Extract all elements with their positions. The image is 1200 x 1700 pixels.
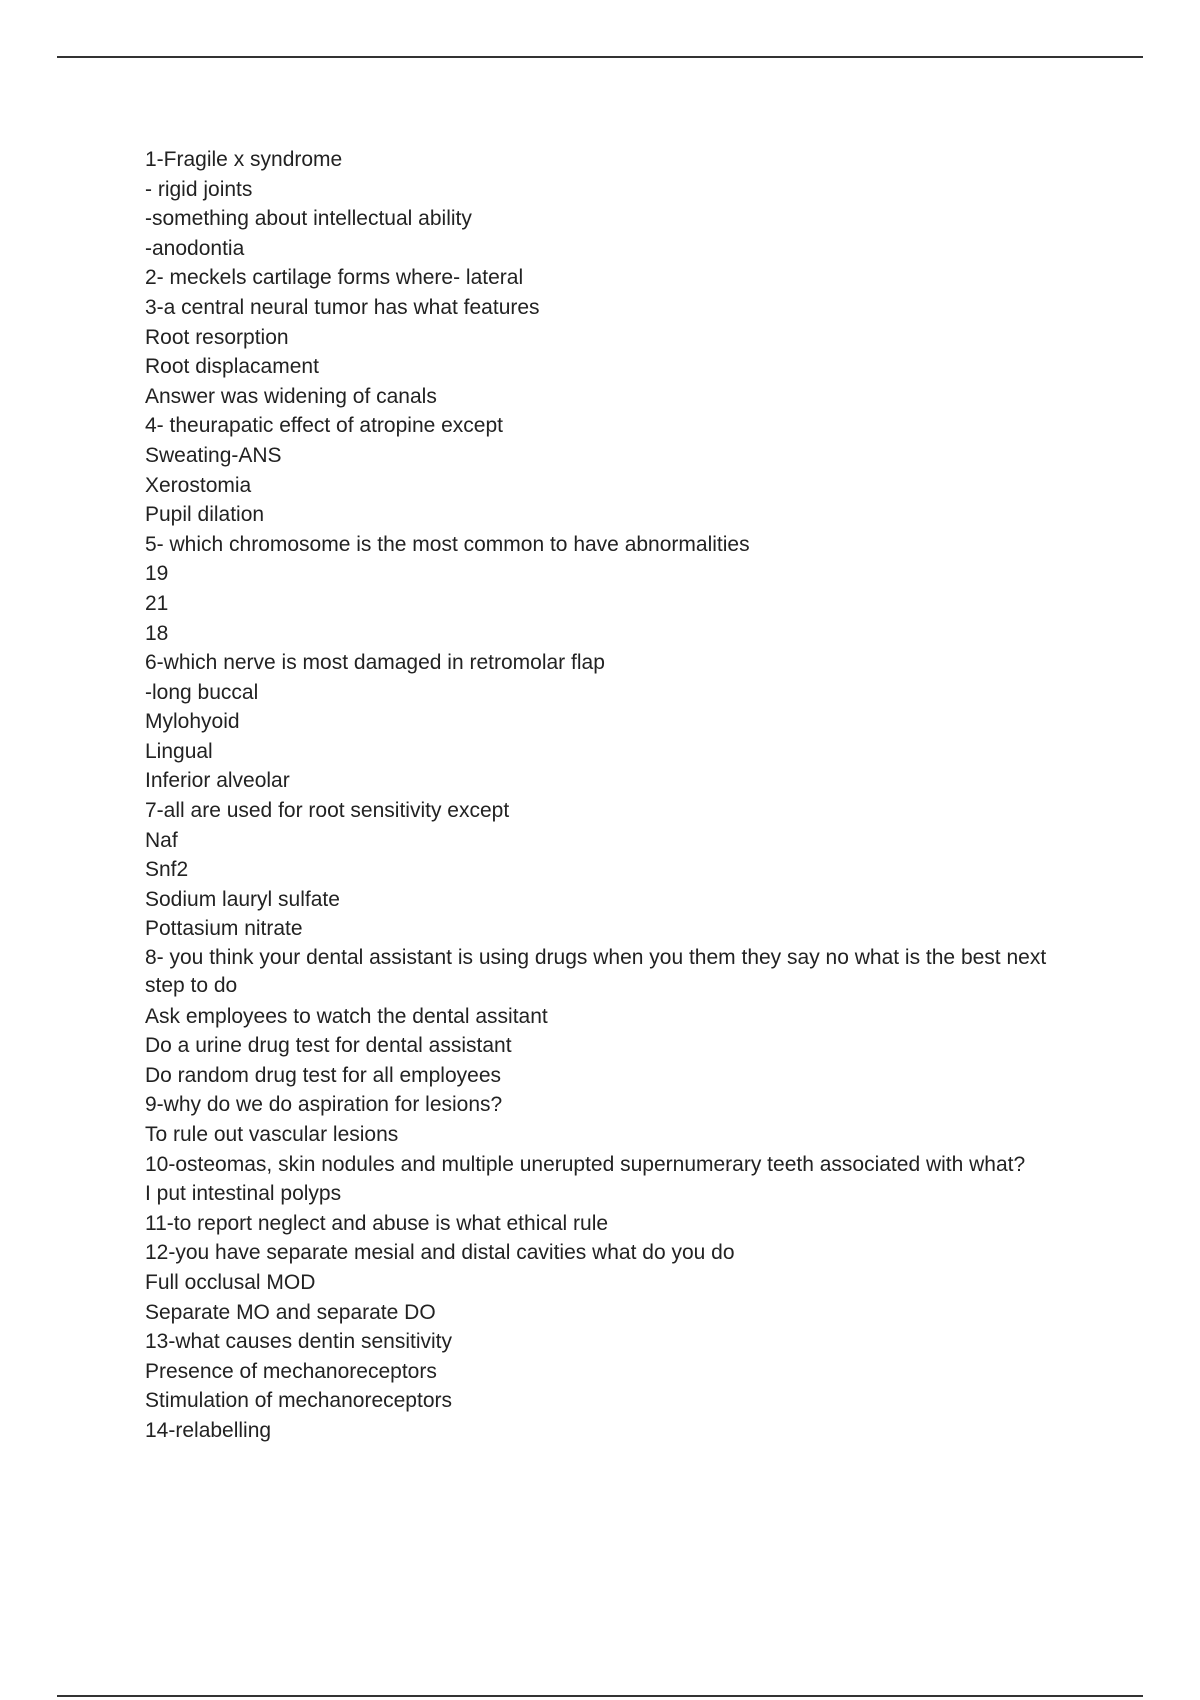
- text-line: 13-what causes dentin sensitivity: [145, 1330, 452, 1354]
- text-line: 14-relabelling: [145, 1418, 272, 1442]
- text-line: 7-all are used for root sensitivity except: [145, 799, 510, 823]
- text-line: Presence of mechanoreceptors: [145, 1359, 437, 1383]
- text-line: Do random drug test for all employees: [145, 1063, 502, 1087]
- text-line: Stimulation of mechanoreceptors: [145, 1389, 452, 1413]
- text-line: Pupil dilation: [145, 503, 265, 527]
- text-line: 12-you have separate mesial and distal cavities what do you do: [145, 1241, 735, 1265]
- text-line: -anodontia: [145, 236, 245, 260]
- text-line: 10-osteomas, skin nodules and multiple unerupted supernumerary teeth associated with what?: [145, 1152, 1026, 1176]
- text-line: Full occlusal MOD: [145, 1270, 316, 1294]
- text-line: Inferior alveolar: [145, 769, 290, 793]
- text-line: -long buccal: [145, 680, 259, 704]
- text-line: Do a urine drug test for dental assistant: [145, 1034, 512, 1058]
- text-line: Snf2: [145, 858, 189, 882]
- text-line: To rule out vascular lesions: [145, 1123, 399, 1146]
- text-line: 5- which chromosome is the most common to have abnormalities: [145, 532, 750, 556]
- text-line: Mylohyoid: [145, 710, 240, 734]
- text-line: Sodium lauryl sulfate: [145, 887, 340, 911]
- text-line: - rigid joints: [145, 177, 253, 201]
- text-line: -something about intellectual ability: [145, 207, 472, 231]
- text-line: 21: [145, 591, 169, 615]
- text-line: Separate MO and separate DO: [145, 1300, 436, 1324]
- text-line: 3-a central neural tumor has what features: [145, 295, 540, 319]
- text-line: 1-Fragile x syndrome: [145, 148, 343, 171]
- text-line: I put intestinal polyps: [145, 1182, 342, 1206]
- text-line: 4- theurapatic effect of atropine except: [145, 414, 504, 438]
- text-line: Xerostomia: [145, 473, 252, 497]
- text-line: Ask employees to watch the dental assitant: [145, 1004, 548, 1028]
- text-line: 2- meckels cartilage forms where- lateral: [145, 266, 524, 290]
- text-line: 9-why do we do aspiration for lesions?: [145, 1093, 503, 1117]
- text-line: Pottasium nitrate: [145, 917, 303, 941]
- text-line: 19: [145, 562, 169, 586]
- text-line: Naf: [145, 828, 178, 852]
- text-line: 6-which nerve is most damaged in retromolar flap: [145, 651, 605, 675]
- text-line: 11-to report neglect and abuse is what ethical rule: [145, 1211, 609, 1235]
- text-line: Answer was widening of canals: [145, 384, 437, 408]
- text-line: 18: [145, 621, 169, 645]
- text-line: 8- you think your dental assistant is using drugs when you them they say no what is the best next step to do: [145, 946, 1047, 998]
- footer-rule: [57, 1695, 1143, 1697]
- header-rule: [57, 56, 1143, 58]
- text-line: Root resorption: [145, 325, 289, 349]
- text-line: Lingual: [145, 739, 213, 763]
- document-body: [145, 145, 1090, 1446]
- text-line: Root displacament: [145, 355, 319, 379]
- text-line: Sweating-ANS: [145, 443, 282, 467]
